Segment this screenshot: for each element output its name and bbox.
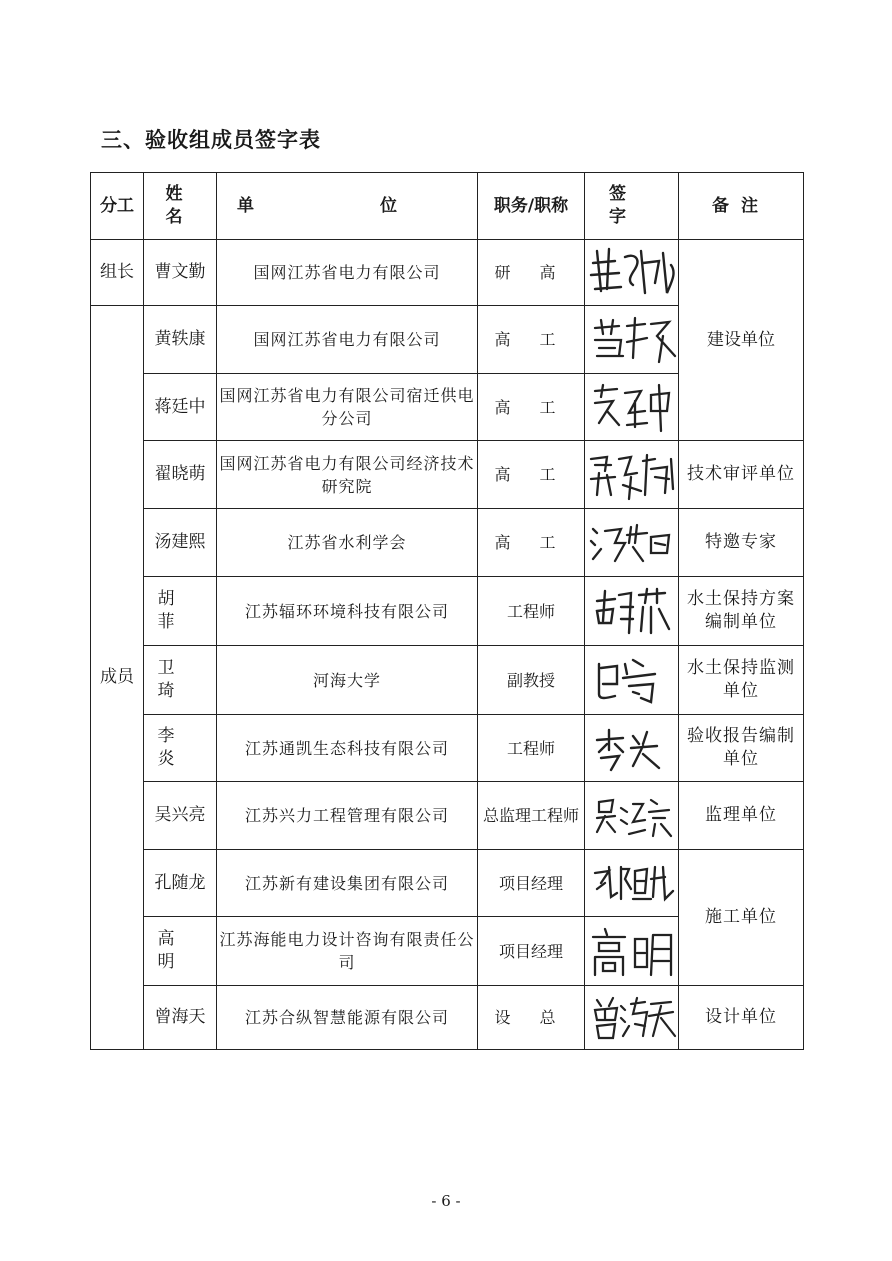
member-title: 高 工: [478, 306, 585, 374]
member-unit: 国网江苏省电力有限公司: [217, 240, 478, 306]
member-title: 高 工: [478, 441, 585, 509]
member-title: 设 总: [478, 986, 585, 1050]
table-row: [91, 850, 804, 917]
table-row: [91, 441, 804, 509]
member-title: 项目经理: [478, 850, 585, 917]
member-name: 卫 琦: [144, 646, 217, 715]
group-leader-label: 组长: [91, 240, 144, 306]
signature-cell: [585, 306, 679, 374]
header-row: [91, 173, 804, 240]
signature-cell: [585, 577, 679, 646]
remark-cell: 水土保持监测单位: [679, 646, 804, 715]
member-name: 吴兴亮: [144, 782, 217, 850]
handwritten-signature: [585, 988, 679, 1048]
signature-cell: [585, 240, 679, 306]
header-name: 姓 名: [144, 173, 217, 240]
handwritten-signature: [585, 513, 679, 573]
member-unit: 江苏通凯生态科技有限公司: [217, 715, 478, 782]
remark-cell: 监理单位: [679, 782, 804, 850]
remark-cell: 验收报告编制单位: [679, 715, 804, 782]
signature-cell: [585, 509, 679, 577]
header-unit: 单 位: [217, 173, 478, 240]
remark-cell: 施工单位: [679, 850, 804, 986]
member-name: 胡 菲: [144, 577, 217, 646]
handwritten-signature: [585, 243, 679, 303]
page-number: - 6 -: [431, 1192, 461, 1210]
member-name: 高 明: [144, 917, 217, 986]
member-name: 李 炎: [144, 715, 217, 782]
signature-cell: [585, 715, 679, 782]
table-row: [91, 986, 804, 1050]
member-unit: 江苏兴力工程管理有限公司: [217, 782, 478, 850]
member-unit: 河海大学: [217, 646, 478, 715]
remark-cell: 技术审评单位: [679, 441, 804, 509]
group-members-label: 成员: [91, 306, 144, 1050]
member-unit: 国网江苏省电力有限公司: [217, 306, 478, 374]
handwritten-signature: [585, 853, 679, 913]
member-unit: 江苏合纵智慧能源有限公司: [217, 986, 478, 1050]
remark-cell-construction-owner: 建设单位: [679, 240, 804, 441]
header-role: 分工: [91, 173, 144, 240]
member-name: 黄轶康: [144, 306, 217, 374]
signature-cell: [585, 441, 679, 509]
handwritten-signature: [585, 650, 679, 710]
table-row: [91, 715, 804, 782]
member-unit: 江苏海能电力设计咨询有限责任公司: [217, 917, 478, 986]
table-row: [91, 509, 804, 577]
handwritten-signature: [585, 921, 679, 981]
handwritten-signature: [585, 310, 679, 370]
member-name: 翟晓萌: [144, 441, 217, 509]
member-title: 研 高: [478, 240, 585, 306]
member-unit: 江苏辐环环境科技有限公司: [217, 577, 478, 646]
signature-cell: [585, 782, 679, 850]
table-row: [91, 240, 804, 306]
remark-cell: 特邀专家: [679, 509, 804, 577]
page-title: 三、验收组成员签字表: [101, 128, 321, 152]
signature-cell: [585, 986, 679, 1050]
member-title: 项目经理: [478, 917, 585, 986]
member-unit: 江苏新有建设集团有限公司: [217, 850, 478, 917]
handwritten-signature: [585, 377, 679, 437]
member-title: 高 工: [478, 374, 585, 441]
header-remark: 备注: [679, 173, 804, 240]
header-position: 职务/职称: [478, 173, 585, 240]
member-name: 曾海天: [144, 986, 217, 1050]
member-title: 高 工: [478, 509, 585, 577]
table-row: [91, 782, 804, 850]
member-name: 孔随龙: [144, 850, 217, 917]
handwritten-signature: [585, 718, 679, 778]
signature-cell: [585, 374, 679, 441]
header-signature: 签 字: [585, 173, 679, 240]
signature-cell: [585, 646, 679, 715]
member-title: 总监理工程师: [478, 782, 585, 850]
handwritten-signature: [585, 445, 679, 505]
handwritten-signature: [585, 786, 679, 846]
signature-table: [90, 172, 804, 1050]
member-title: 副教授: [478, 646, 585, 715]
member-name: 蒋廷中: [144, 374, 217, 441]
member-name: 汤建熙: [144, 509, 217, 577]
remark-cell: 设计单位: [679, 986, 804, 1050]
handwritten-signature: [585, 581, 679, 641]
signature-cell: [585, 850, 679, 917]
member-title: 工程师: [478, 715, 585, 782]
member-unit: 国网江苏省电力有限公司经济技术研究院: [217, 441, 478, 509]
member-name: 曹文勤: [144, 240, 217, 306]
remark-cell: 水土保持方案编制单位: [679, 577, 804, 646]
signature-cell: [585, 917, 679, 986]
member-unit: 国网江苏省电力有限公司宿迁供电分公司: [217, 374, 478, 441]
member-title: 工程师: [478, 577, 585, 646]
member-unit: 江苏省水利学会: [217, 509, 478, 577]
table-row: [91, 577, 804, 646]
table-row: [91, 646, 804, 715]
